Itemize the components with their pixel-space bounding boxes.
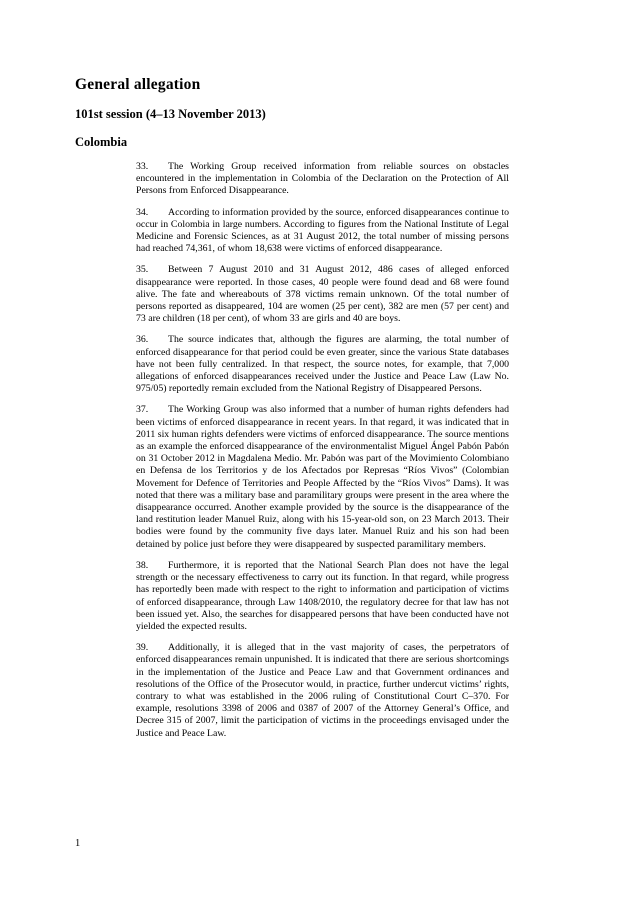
paragraph-text: Between 7 August 2010 and 31 August 2012, 486 cases of alleged enforced disappearance were reported. In those cases, 40 people were found dead and 68 were found alive. The fate and whereabouts of 378 victims remain unknown. Of the total number of persons reported as disappeared, 104 are women (25 per cent), 382 are men (57 per cent) and 73 are children (18 per cent), of whom 33 are girls and 40 are boys. [136,264,509,325]
paragraph-33 [136,161,509,198]
page-number: 1 [75,838,81,849]
paragraph-39 [136,642,509,740]
paragraph-text: The source indicates that, although the figures are alarming, the total number of enforced disappearance for that period could be even greater, since the various State databases have not been fully centralized. In that respect, the source notes, for example, that 7,000 allegations of enforced disappearances received under the Justice and Peace Law (Law No. 975/05) reportedly remain excluded from the National Registry of Disappeared Persons. [136,334,509,395]
paragraph-number: 37. [136,404,149,416]
paragraph-38 [136,560,509,633]
paragraph-number: 38. [136,559,149,571]
paragraph-number: 35. [136,264,149,276]
paragraph-36 [136,334,509,395]
paragraph-text: The Working Group was also informed that a number of human rights defenders had been victims of enforced disappearance in recent years. In that regard, it was indicated that in 2011 six human rights defenders were victims of enforced disappearance. The source mentions as an example the enforced disappearance of the environmentalist Miguel Ángel Pabón Pabón on 31 October 2012 in Magdalena Medio. Mr. Pabón was part of the Movimiento Colombiano en Defensa de los Territorios y de los Afectados por Represas “Ríos Vivos” (Colombian Movement for Defence of Territories and People Affected by the “Ríos Vivos” Dams). It was noted that there was a military base and paramilitary groups were present in the area where the disappearance occurred. Another example provided by the source is the disappearance of the land restitution leader Manuel Ruiz, along with his 15-year-old son, on 23 March 2013. Their bodies were found by the community five days later. Manuel Ruiz and his son had been detained by police just before they were disappeared by suspected paramilitary members. [136,404,509,550]
paragraph-34 [136,207,509,256]
session-heading: 101st session (4–13 November 2013) [75,107,266,121]
paragraph-text: Furthermore, it is reported that the National Search Plan does not have the legal strength or the necessary effectiveness to carry out its function. In that regard, while progress has reportedly been made with respect to the right to information and participation of victims of enforced disappearance, through Law 1408/2010, the regulatory decree for that law has not been issued yet. Also, the searches for disappeared persons that have been conducted have not yielded the expected results. [136,559,509,632]
paragraph-number: 36. [136,334,149,346]
paragraph-text: The Working Group received information from reliable sources on obstacles encountered in the implementation in Colombia of the Declaration on the Protection of All Persons from Enforced Disappearance. [136,161,509,197]
paragraph-number: 39. [136,642,149,654]
page-title: General allegation [75,76,201,93]
paragraph-number: 33. [136,161,149,172]
country-heading: Colombia [75,135,128,149]
paragraph-37 [136,404,509,550]
paragraph-text: Additionally, it is alleged that in the vast majority of cases, the perpetrators of enforced disappearances remain unpunished. It is indicated that there are serious shortcomings in the implementation of the Justice and Peace Law and that Government ordinances and resolutions of the Office of the Prosecutor would, in practice, further undercut victims’ rights, contrary to what was established in the 2006 ruling of Constitutional Court C–370. For example, resolutions 3398 of 2006 and 0387 of 2007 of the Attorney General’s Office, and Decree 315 of 2007, limit the participation of victims in the proceedings envisaged under the Justice and Peace Law. [136,642,509,739]
paragraph-35 [136,264,509,325]
paragraph-text: According to information provided by the source, enforced disappearances continue to occur in Colombia in large numbers. According to figures from the National Institute of Legal Medicine and Forensic Sciences, as at 31 August 2012, the total number of missing persons had reached 74,361, of whom 18,638 were victims of enforced disappearance. [136,206,509,255]
document-body [136,161,509,740]
paragraph-number: 34. [136,206,149,218]
